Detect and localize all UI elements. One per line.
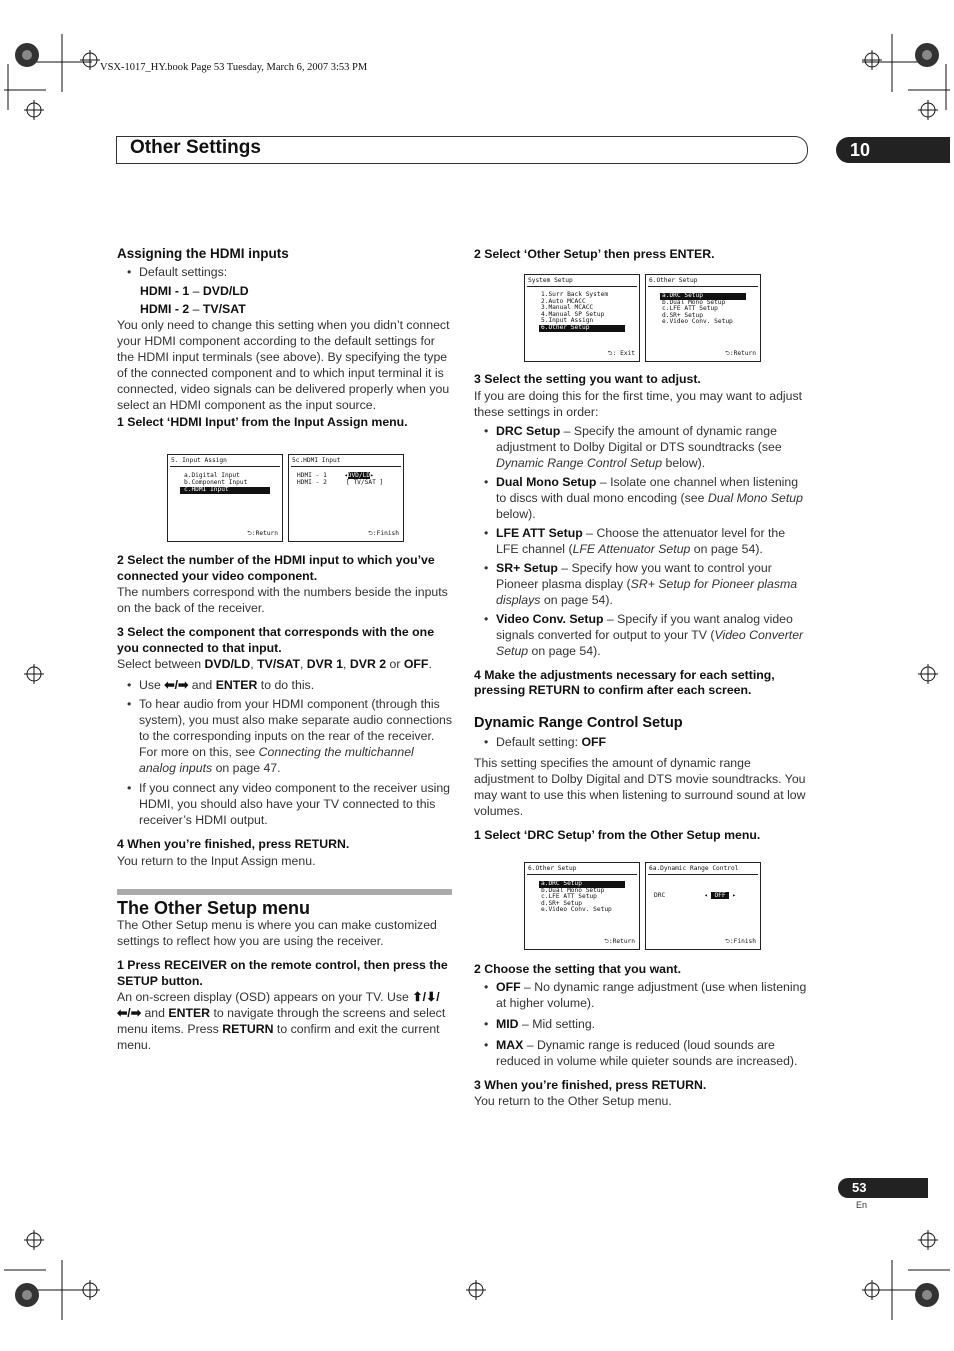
osd-value: [ TV/SAT ] bbox=[346, 479, 384, 486]
osd-item: e.Video Conv. Setup bbox=[541, 906, 612, 913]
list-item: • LFE ATT Setup – Choose the attenuator level for the LFE channel (LFE Attenuator Setup on page 54). bbox=[474, 525, 810, 557]
step-heading: 1 Press RECEIVER on the remote control, then press the SETUP button. bbox=[117, 958, 448, 988]
osd-screen bbox=[167, 454, 283, 542]
paragraph: You return to the Other Setup menu. bbox=[474, 1094, 672, 1108]
crosshair-icon bbox=[862, 50, 882, 70]
list-item: • SR+ Setup – Specify how you want to control your Pioneer plasma display (SR+ Setup for Pioneer plasma displays on page 54). bbox=[474, 560, 810, 608]
osd-item: 3.Manual MCACC bbox=[541, 304, 594, 311]
list-item: • DRC Setup – Specify the amount of dynamic range adjustment to Dolby Digital or DTS soundtracks (see Dynamic Range Control Setup below). bbox=[474, 423, 810, 471]
registration-target-icon bbox=[14, 42, 40, 68]
osd-footer: ⮌:Return bbox=[246, 530, 278, 538]
return-icon: ⮌ bbox=[607, 350, 613, 358]
right-column bbox=[474, 247, 810, 263]
osd-title: 6.Other Setup bbox=[528, 865, 577, 872]
crosshair-icon bbox=[862, 1280, 882, 1300]
list-item: • Default setting: OFF bbox=[474, 734, 810, 750]
list-item: • Dual Mono Setup – Isolate one channel when listening to discs with dual mono encoding (see Dual Mono Setup below). bbox=[474, 474, 810, 522]
crosshair-icon bbox=[918, 1230, 938, 1250]
osd-item: d.SR+ Setup bbox=[662, 311, 703, 319]
osd-item: 4.Manual SP Setup bbox=[541, 310, 605, 318]
osd-value: ◂DVD/LD▸ bbox=[344, 472, 374, 479]
return-icon: ⮌ bbox=[603, 938, 609, 946]
chapter-number: 10 bbox=[836, 137, 950, 163]
osd-title: 5c.HDMI Input bbox=[292, 457, 341, 464]
list-item: • OFF – No dynamic range adjustment (use when listening at higher volume). bbox=[474, 979, 810, 1011]
list-item: • Default settings: bbox=[117, 264, 453, 280]
osd-item: 5.Input Assign bbox=[541, 317, 594, 324]
right-column-2 bbox=[474, 372, 810, 843]
osd-item: b.Component Input bbox=[184, 479, 248, 486]
osd-footer: ⮌:Return bbox=[603, 938, 635, 946]
return-icon: ⮌ bbox=[367, 530, 373, 538]
osd-item: c.LFE ATT Setup bbox=[662, 305, 718, 312]
step-heading: 1 Select ‘HDMI Input’ from the Input Assign menu. bbox=[117, 415, 408, 429]
section-heading: Dynamic Range Control Setup bbox=[474, 714, 683, 731]
step-heading: 2 Select ‘Other Setup’ then press ENTER. bbox=[474, 247, 715, 261]
default-hdmi2: HDMI - 2 – TV/SAT bbox=[140, 302, 246, 316]
crosshair-icon bbox=[80, 50, 100, 70]
paragraph: You only need to change this setting when you didn’t connect your HDMI component according to the default settings for the HDMI input terminals (see above). By specifying the type of the connected component and to which input terminal it is connected, video signals can be delivered properly when you select an HDMI component as the input source. bbox=[117, 318, 450, 412]
osd-screen bbox=[288, 454, 404, 542]
osd-title: System Setup bbox=[528, 277, 573, 284]
osd-footer: ⮌:Finish bbox=[367, 530, 399, 538]
osd-screen bbox=[524, 274, 640, 362]
right-column-3 bbox=[474, 962, 810, 1109]
paragraph: You return to the Input Assign menu. bbox=[117, 853, 316, 868]
arrow-keys-icon: ⬆/⬇/⬅/➡ bbox=[117, 990, 440, 1020]
page-title: Other Settings bbox=[130, 137, 261, 158]
crosshair-icon bbox=[24, 664, 44, 684]
osd-item: e.Video Conv. Setup bbox=[662, 318, 733, 325]
crosshair-icon bbox=[918, 664, 938, 684]
section-heading: Assigning the HDMI inputs bbox=[117, 246, 289, 261]
osd-item-selected: c.HDMI Input bbox=[180, 487, 270, 494]
crosshair-icon bbox=[466, 1280, 486, 1300]
default-hdmi1: HDMI - 1 – DVD/LD bbox=[140, 284, 249, 298]
osd-label: DRC bbox=[654, 892, 666, 899]
osd-item-selected: 6.Other Setup bbox=[539, 325, 625, 332]
paragraph: This setting specifies the amount of dynamic range adjustment to Dolby Digital and DTS movie soundtracks. You may want to use this when listening to surround sound at low volumes. bbox=[474, 755, 806, 818]
left-column-3 bbox=[117, 900, 453, 1053]
osd-item: b.Dual Mono Setup bbox=[541, 886, 605, 894]
return-icon: ⮌ bbox=[246, 530, 252, 538]
crosshair-icon bbox=[80, 1280, 100, 1300]
page-number: 53 bbox=[838, 1178, 928, 1198]
osd-item-selected: a.DRC Setup bbox=[539, 881, 625, 888]
crosshair-icon bbox=[24, 1230, 44, 1250]
osd-title: 6a.Dynamic Range Control bbox=[649, 865, 739, 872]
osd-title: 6.Other Setup bbox=[649, 277, 698, 284]
section-title: The Other Setup menu bbox=[117, 898, 311, 918]
osd-screen bbox=[645, 274, 761, 362]
crosshair-icon bbox=[918, 100, 938, 120]
step-heading: 4 Make the adjustments necessary for each setting, pressing RETURN to confirm after each screen. bbox=[474, 667, 775, 697]
paragraph: The numbers correspond with the numbers beside the inputs on the back of the receiver. bbox=[117, 585, 448, 615]
paragraph: An on-screen display (OSD) appears on your TV. Use ⬆/⬇/⬅/➡ and ENTER to navigate through the screens and select menu items. Press RETURN to confirm and exit the current menu. bbox=[117, 990, 446, 1052]
paragraph: The Other Setup menu is where you can make customized settings to reflect how you are using the receiver. bbox=[117, 918, 437, 948]
list-item: • Use ⬅/➡ and ENTER to do this. bbox=[117, 677, 453, 693]
osd-title: 5. Input Assign bbox=[171, 457, 227, 464]
step-heading: 1 Select ‘DRC Setup’ from the Other Setup menu. bbox=[474, 827, 761, 842]
arrow-keys-icon: ⬅/➡ bbox=[164, 678, 189, 692]
osd-item: b.Dual Mono Setup bbox=[662, 298, 726, 306]
step-heading: 4 When you’re finished, press RETURN. bbox=[117, 837, 350, 851]
registration-target-icon bbox=[914, 1282, 940, 1308]
step-heading: 3 When you’re finished, press RETURN. bbox=[474, 1077, 707, 1092]
step-heading: 3 Select the setting you want to adjust. bbox=[474, 372, 701, 386]
osd-footer: ⮌:Return bbox=[724, 350, 756, 358]
paragraph: If you are doing this for the first time, you may want to adjust these settings in order: bbox=[474, 388, 803, 419]
osd-label: HDMI - 2 bbox=[297, 479, 327, 486]
list-item: • MID – Mid setting. bbox=[474, 1016, 810, 1032]
osd-item: d.SR+ Setup bbox=[541, 899, 582, 907]
return-icon: ⮌ bbox=[724, 350, 730, 358]
section-rule bbox=[117, 889, 452, 895]
osd-item-selected: a.DRC Setup bbox=[660, 293, 746, 300]
osd-value: ◂ OFF ▸ bbox=[704, 892, 737, 899]
crosshair-icon bbox=[24, 100, 44, 120]
return-icon: ⮌ bbox=[724, 938, 730, 946]
list-item: • If you connect any video component to the receiver using HDMI, you should also have your TV connected to this receiver’s HDMI output. bbox=[117, 780, 453, 828]
print-line: VSX-1017_HY.book Page 53 Tuesday, March 6, 2007 3:53 PM bbox=[100, 62, 368, 73]
left-column bbox=[117, 246, 453, 431]
osd-item: c.LFE ATT Setup bbox=[541, 893, 597, 900]
paragraph: Select between DVD/LD, TV/SAT, DVR 1, DVR 2 or OFF. bbox=[117, 657, 432, 671]
osd-screen bbox=[524, 862, 640, 950]
step-heading: 3 Select the component that corresponds with the one you connected to that input. bbox=[117, 625, 435, 655]
list-item: • To hear audio from your HDMI component (through this system), you must also make separate audio connections to the corresponding inputs on the rear of the receiver. For more on this, see Connecting the multichannel analog inputs on page 47. bbox=[117, 696, 453, 776]
registration-target-icon bbox=[914, 42, 940, 68]
step-heading: 2 Select the number of the HDMI input to which you’ve connected your video component. bbox=[117, 553, 435, 583]
osd-label: HDMI - 1 bbox=[297, 472, 327, 479]
osd-footer: ⮌:Finish bbox=[724, 938, 756, 946]
left-column-2 bbox=[117, 553, 453, 869]
osd-item: a.Digital Input bbox=[184, 472, 240, 479]
list-item: • MAX – Dynamic range is reduced (loud sounds are reduced in volume while quieter sounds are increased). bbox=[474, 1037, 810, 1069]
osd-item: 1.Surr Back System bbox=[541, 291, 609, 298]
registration-target-icon bbox=[14, 1282, 40, 1308]
osd-screen bbox=[645, 862, 761, 950]
step-heading: 2 Choose the setting that you want. bbox=[474, 962, 682, 976]
language-code: En bbox=[856, 1200, 868, 1210]
osd-item: 2.Auto MCACC bbox=[541, 297, 586, 305]
osd-footer: ⮌: Exit bbox=[607, 350, 635, 358]
list-item: • Video Conv. Setup – Specify if you want analog video signals converted for output to your TV (Video Converter Setup on page 54). bbox=[474, 611, 810, 659]
